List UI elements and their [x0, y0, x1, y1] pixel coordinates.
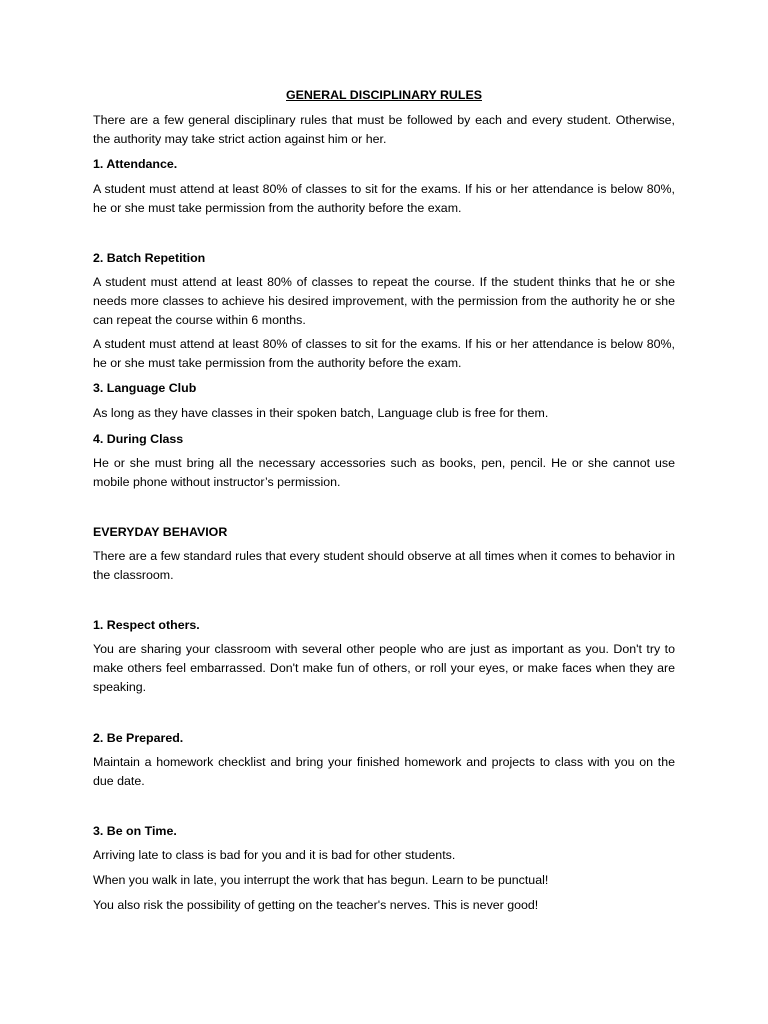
- attendance-paragraph: A student must attend at least 80% of classes to sit for the exams. If his or her attendance is below 80%, he or she must take permission from the authority before the exam.: [93, 182, 675, 215]
- batch-repetition-paragraph-1: A student must attend at least 80% of classes to repeat the course. If the student thinks that he or she needs more classes to achieve his desired improvement, with the permission from the authority he or she can repeat the course within 6 months.: [93, 275, 675, 327]
- language-club-paragraph: As long as they have classes in their spoken batch, Language club is free for them.: [93, 406, 549, 420]
- be-on-time-heading: 3. Be on Time.: [93, 824, 177, 838]
- during-class-paragraph: He or she must bring all the necessary accessories such as books, pen, pencil. He or she cannot use mobile phone without instructor’s permission.: [93, 456, 675, 489]
- attendance-heading: 1. Attendance.: [93, 157, 178, 171]
- be-on-time-paragraph-1: Arriving late to class is bad for you and it is bad for other students.: [93, 848, 456, 862]
- everyday-behavior-heading: EVERYDAY BEHAVIOR: [93, 525, 228, 539]
- be-prepared-paragraph: Maintain a homework checklist and bring your finished homework and projects to class with you on the due date.: [93, 755, 675, 788]
- be-prepared-heading: 2. Be Prepared.: [93, 731, 184, 745]
- language-club-heading: 3. Language Club: [93, 381, 197, 395]
- intro-paragraph: There are a few general disciplinary rules that must be followed by each and every student. Otherwise, the authority may take strict action against him or her.: [93, 113, 675, 146]
- batch-repetition-heading: 2. Batch Repetition: [93, 251, 206, 265]
- everyday-behavior-intro: There are a few standard rules that every student should observe at all times when it comes to behavior in the classroom.: [93, 549, 675, 582]
- batch-repetition-paragraph-2: A student must attend at least 80% of classes to sit for the exams. If his or her attendance is below 80%, he or she must take permission from the authority before the exam.: [93, 337, 675, 370]
- respect-others-heading: 1. Respect others.: [93, 618, 200, 632]
- during-class-heading: 4. During Class: [93, 432, 184, 446]
- be-on-time-paragraph-3: You also risk the possibility of getting on the teacher's nerves. This is never good!: [93, 898, 539, 912]
- respect-others-paragraph: You are sharing your classroom with several other people who are just as important as you. Don't try to make others feel embarrassed. Don't make fun of others, or roll your eyes, or make faces when they are speaking.: [93, 642, 675, 694]
- document-title: GENERAL DISCIPLINARY RULES: [286, 88, 482, 102]
- be-on-time-paragraph-2: When you walk in late, you interrupt the work that has begun. Learn to be punctual!: [93, 873, 549, 887]
